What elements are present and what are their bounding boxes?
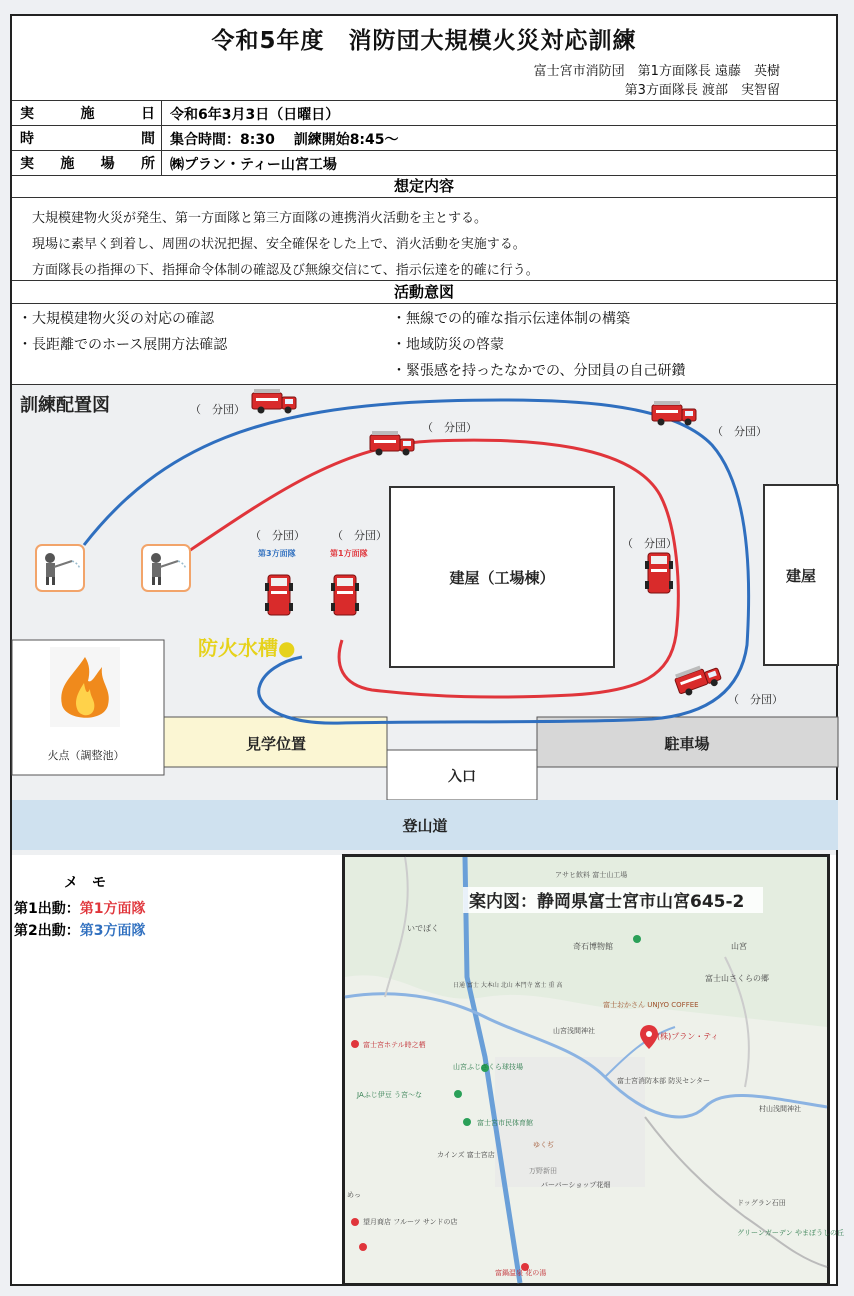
intent-item: ・地域防災の啓蒙 [392,337,504,353]
map-label: アサヒ飲料 富士山工場 [555,871,628,879]
map-label: 富士山さくらの郷 [705,974,769,983]
bundan-label: （ 分団） [422,421,477,434]
map-label: グリーンガーデン やまぼうしの丘 [737,1229,844,1237]
firefighter-icon [36,545,84,591]
map-label: 富士宮消防本部 防災センター [617,1077,710,1085]
side-building-label: 建屋 [785,567,817,585]
training-sheet [10,14,844,1286]
entrance-label: 入口 [448,769,476,785]
main-building-label: 建屋（工場棟） [449,569,555,587]
firefighter-icon [142,545,190,591]
map-label: バーバーショップ花畑 [541,1181,611,1189]
date-row [12,100,836,126]
parking-label: 駐車場 [664,735,710,753]
fire-truck-icon [673,660,723,698]
intent-item: ・大規模建物火災の対応の確認 [18,311,214,327]
map-label: 万野新田 [529,1167,557,1175]
bundan-label: （ 分団） [250,529,305,542]
place-value: ㈱プラン・ティー山宮工場 [170,157,337,173]
map-label: 富鍋温泉 花の湯 [495,1269,547,1277]
organizer-line-2: 第3方面隊長 渡部 実智留 [624,83,780,98]
page-title: 令和5年度 消防団大規模火災対応訓練 [211,28,637,54]
guide-map [342,854,844,1286]
map-caption: 案内図：静岡県富士宮市山宮645-2 [469,892,745,912]
fire-truck-icon [252,389,296,414]
intent-heading: 活動意図 [12,280,836,304]
map-label: ゆくぢ [533,1141,554,1149]
memo-row-1-value: 第1方面隊 [79,901,146,917]
fire-truck-icon [331,575,359,615]
fire-truck-icon [370,431,414,456]
intent-item: ・無線での的確な指示伝達体制の構築 [392,311,630,327]
place-label: 実 施 場 所 [12,150,162,175]
bundan-label: （ 分団） [332,529,387,542]
map-label: 日通 富士 大本山 北山 本門寺 富士 重 高 [453,982,563,989]
time-label: 時 間 [12,125,162,150]
fire-truck-icon [645,553,673,593]
map-label: いでばく [407,924,439,933]
map-label: JAふじ伊豆 う宮〜な [357,1091,422,1099]
title-block [12,16,836,101]
memo-row-2 [14,920,146,940]
scenario-heading: 想定内容 [12,175,836,198]
map-label: 富士宮ホテル時之栖 [363,1041,426,1049]
bundan-label: （ 分団） [622,537,677,550]
memo-row-2-label: 第2出動： [14,923,80,939]
place-row [12,150,836,176]
bundan-label: （ 分団） [728,693,783,706]
time-value: 集合時間：8:30 訓練開始8:45〜 [170,132,399,148]
memo-row-1 [14,898,146,918]
bundan-label: （ 分団） [190,403,245,416]
date-label: 実 施 日 [12,100,162,125]
intent-item: ・長距離でのホース展開方法確認 [18,337,228,353]
map-label: ドッグラン石田 [737,1199,786,1207]
intent-item: ・緊張感を持ったなかでの、分団員の自己研鑽 [392,363,686,379]
layout-diagram [12,384,836,855]
fire-icon [50,647,120,727]
map-label: 村山浅間神社 [759,1105,801,1113]
scenario-line: 方面隊長の指揮の下、指揮命令体制の確認及び無線交信にて、指示伝達を的確に行う。 [32,263,539,278]
scenario-line: 大規模建物火災が発生、第一方面隊と第三方面隊の連携消火活動を主とする。 [32,211,488,226]
map-label: 望月商店 フルーツ サンドの店 [363,1218,458,1226]
team1-label: 第1方面隊 [330,549,368,558]
water-tank-label: 防火水槽● [198,636,296,660]
layout-diagram-svg [12,385,838,855]
viewing-area-label: 見学位置 [245,735,307,753]
memo-row-1-label: 第1出動： [14,901,80,917]
map-label: 富士宮市民体育館 [477,1119,533,1127]
map-label: (株)プラン・ティ [657,1032,719,1041]
memo-heading: メ モ [64,875,106,891]
bundan-label: （ 分団） [712,425,767,438]
map-label: 山宮ふじざくら球技場 [453,1063,523,1071]
date-value: 令和6年3月3日（日曜日） [170,107,340,123]
memo-section [12,854,342,1286]
map-label: めっ [347,1191,361,1199]
team3-label: 第3方面隊 [258,549,296,558]
scenario-line: 現場に素早く到着し、周囲の状況把握、安全確保をした上で、消火活動を実施する。 [32,237,526,252]
guide-map-svg [345,857,844,1283]
map-label: 富士おかさん UNJYO COFFEE [603,1001,699,1009]
map-label: 山宮 [731,942,747,951]
trail-label: 登山道 [402,817,448,835]
map-label: カインズ 富士宮店 [437,1151,495,1159]
map-label: 奇石博物館 [573,942,613,951]
diagram-title: 訓練配置図 [20,395,110,416]
time-row [12,125,836,151]
memo-row-2-value: 第3方面隊 [79,923,146,939]
fire-truck-icon [265,575,293,615]
organizer-line-1: 富士宮市消防団 第1方面隊長 遠藤 英樹 [533,64,780,79]
map-label: 山宮浅間神社 [553,1027,595,1035]
fire-point-label: 火点（調整池） [47,749,125,762]
